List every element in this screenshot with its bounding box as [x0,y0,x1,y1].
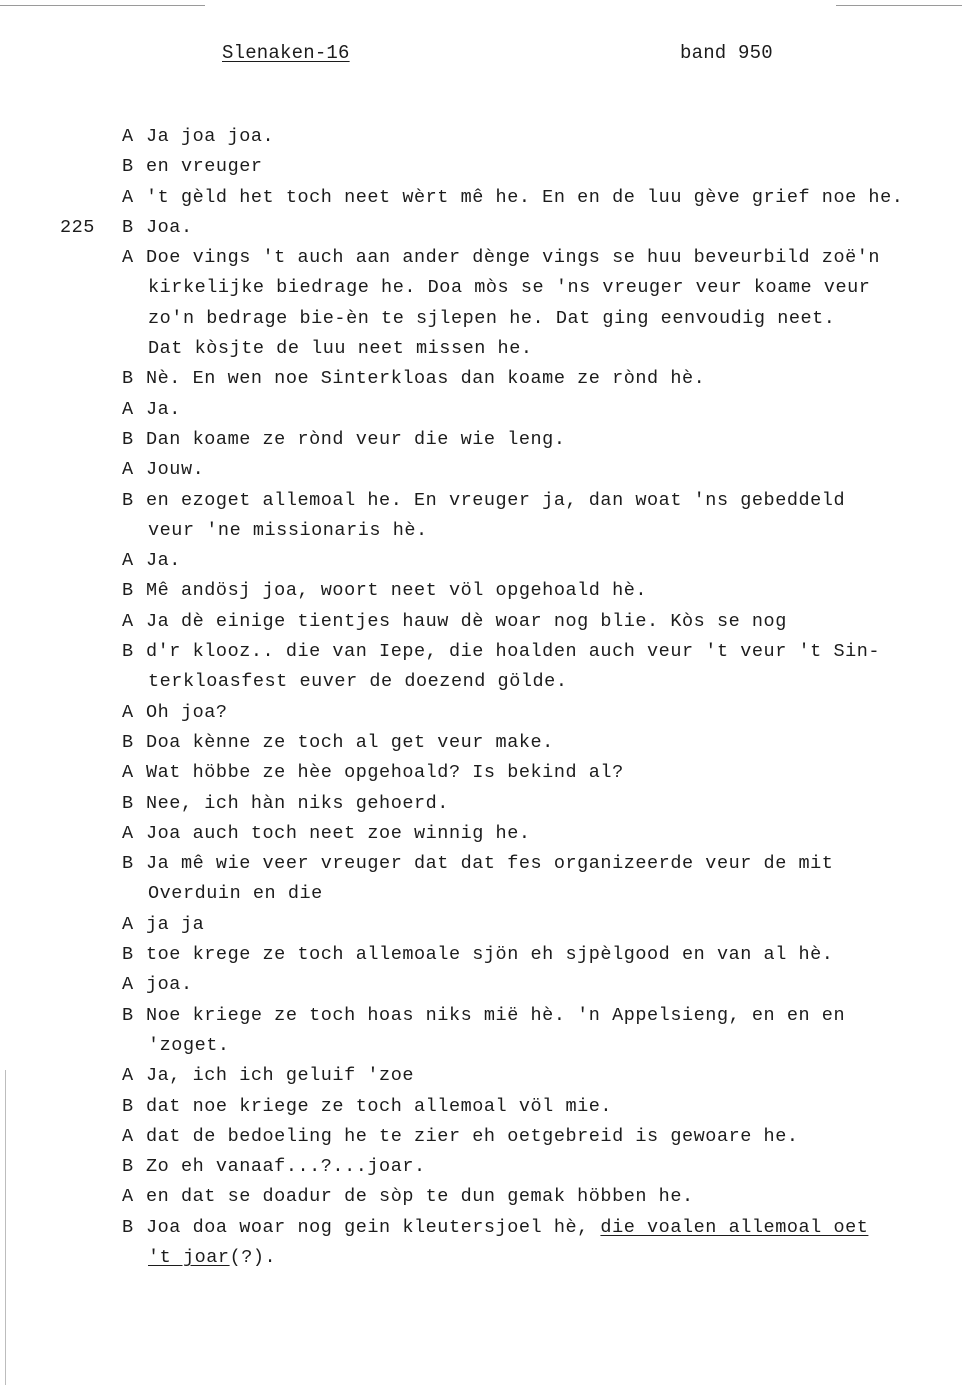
speaker-label: B [122,489,134,511]
speaker-label: B [122,792,134,814]
utterance-text: Joa. [146,216,193,238]
speaker-label: A [122,398,134,420]
header-title: Slenaken-16 [222,42,350,64]
speaker-label: A [122,822,134,844]
utterance-text: dat de bedoeling he te zier eh oetgebreid is gewoare he. [146,1125,799,1147]
speaker-label: B [122,580,134,602]
utterance-line [122,758,952,788]
speaker-label: A [122,550,134,572]
utterance-line [122,183,952,213]
utterance-text: joa. [146,974,193,996]
utterance-line [122,698,952,728]
transcript [60,122,952,1273]
utterance-line [122,455,952,485]
utterance-text: toe krege ze toch allemoale sjön eh sjpèlgood en van al hè. [146,944,834,966]
speaker-label: B [122,944,134,966]
utterance-text: Ja. [146,550,181,572]
utterance-text: Wat höbbe ze hèe opgehoald? Is bekind al? [146,762,624,784]
speaker-label: A [122,610,134,632]
utterance-line [60,213,952,243]
utterance-text: Doa kènne ze toch al get veur make. [146,731,554,753]
speaker-label: A [122,247,134,269]
speaker-label: B [122,853,134,875]
speaker-label: B [122,156,134,178]
utterance-text: Ja joa joa. [146,126,275,147]
speaker-label: B [122,641,134,663]
utterance-text: veur 'ne missionaris hè. [148,519,428,541]
scan-edge-rule-right [836,5,962,6]
utterance-line [122,576,952,606]
utterance-text: en dat se doadur de sòp te dun gemak höbben he. [146,1186,694,1208]
utterance-text: 't joar(?). [148,1246,277,1268]
utterance-continuation [122,1031,952,1061]
utterance-text: Ja mê wie veer vreuger dat dat fes organizeerde veur de mit [146,853,834,875]
utterance-text: dat noe kriege ze toch allemoal völ mie. [146,1095,613,1117]
line-number: 225 [60,216,95,238]
utterance-line [122,1061,952,1091]
speaker-label: B [122,216,134,238]
utterance-text: Ja. [146,398,181,420]
utterance-text: en vreuger [146,156,263,178]
utterance-line [122,364,952,394]
utterance-text: en ezoget allemoal he. En vreuger ja, dan woat 'ns gebeddeld [146,489,846,511]
utterance-text: Joa doa woar nog gein kleutersjoel hè, die voalen allemoal oet [146,1216,869,1238]
speaker-label: A [122,974,134,996]
utterance-line [122,1152,952,1182]
speaker-label: B [122,428,134,450]
utterance-continuation [122,1243,952,1273]
speaker-label: A [122,762,134,784]
utterance-line [122,1092,952,1122]
utterance-continuation [122,273,952,303]
utterance-line [122,849,952,879]
utterance-text: Ja dè einige tientjes hauw dè woar nog blie. Kòs se nog [146,610,787,632]
utterance-text: 'zoget. [148,1034,230,1056]
utterance-continuation [122,667,952,697]
utterance-continuation [122,334,952,364]
utterance-line [122,910,952,940]
speaker-label: B [122,1156,134,1178]
utterance-line [122,1001,952,1031]
utterance-text: Nè. En wen noe Sinterkloas dan koame ze rònd hè. [146,368,706,390]
utterance-line [122,819,952,849]
utterance-line [122,728,952,758]
utterance-line [122,1182,952,1212]
utterance-text: Overduin en die [148,883,323,905]
utterance-continuation [122,516,952,546]
speaker-label: A [122,459,134,481]
utterance-text: zo'n bedrage bie-èn te sjlepen he. Dat ging eenvoudig neet. [148,307,836,329]
speaker-label: A [122,1125,134,1147]
utterance-text: Jouw. [146,459,205,481]
speaker-label: B [122,368,134,390]
margin-line [5,1070,6,1385]
speaker-label: A [122,126,134,147]
utterance-text: kirkelijke biedrage he. Doa mòs se 'ns vreuger veur koame veur [148,277,871,299]
utterance-text: Ja, ich ich geluif 'zoe [146,1065,414,1087]
utterance-line [122,546,952,576]
header-tape-number: band 950 [680,42,773,64]
utterance-text: Nee, ich hàn niks gehoerd. [146,792,449,814]
utterance-text: 't gèld het toch neet wèrt mê he. En en de luu gève grief noe he. [146,186,904,208]
utterance-continuation [122,879,952,909]
utterance-text: d'r klooz.. die van Iepe, die hoalden auch veur 't veur 't Sin- [146,641,881,663]
utterance-text: Zo eh vanaaf...?...joar. [146,1156,426,1178]
speaker-label: A [122,701,134,723]
utterance-text: Dan koame ze rònd veur die wie leng. [146,428,566,450]
utterance-line [122,1122,952,1152]
utterance-text: Joa auch toch neet zoe winnig he. [146,822,531,844]
utterance-text: Mê andösj joa, woort neet völ opgehoald hè. [146,580,648,602]
scan-edge-rule-left [0,5,205,6]
speaker-label: B [122,1004,134,1026]
speaker-label: B [122,1095,134,1117]
utterance-line [122,395,952,425]
speaker-label: A [122,913,134,935]
utterance-line [122,789,952,819]
utterance-line [122,607,952,637]
utterance-line [122,1213,952,1243]
utterance-text: Noe kriege ze toch hoas niks mië hè. 'n Appelsieng, en en en [146,1004,846,1026]
speaker-label: A [122,186,134,208]
utterance-line [122,243,952,273]
utterance-text: Dat kòsjte de luu neet missen he. [148,338,533,360]
utterance-continuation [122,304,952,334]
speaker-label: B [122,731,134,753]
speaker-label: A [122,1186,134,1208]
speaker-label: A [122,1065,134,1087]
speaker-label: B [122,1216,134,1238]
utterance-text: terkloasfest euver de doezend gölde. [148,671,568,693]
utterance-line [122,486,952,516]
utterance-line [122,122,952,152]
utterance-text: Doe vings 't auch aan ander dènge vings se huu beveurbild zoë'n [146,247,881,269]
utterance-line [122,970,952,1000]
utterance-text: ja ja [146,913,205,935]
utterance-line [122,152,952,182]
utterance-line [122,940,952,970]
utterance-text: Oh joa? [146,701,228,723]
utterance-line [122,637,952,667]
utterance-line [122,425,952,455]
